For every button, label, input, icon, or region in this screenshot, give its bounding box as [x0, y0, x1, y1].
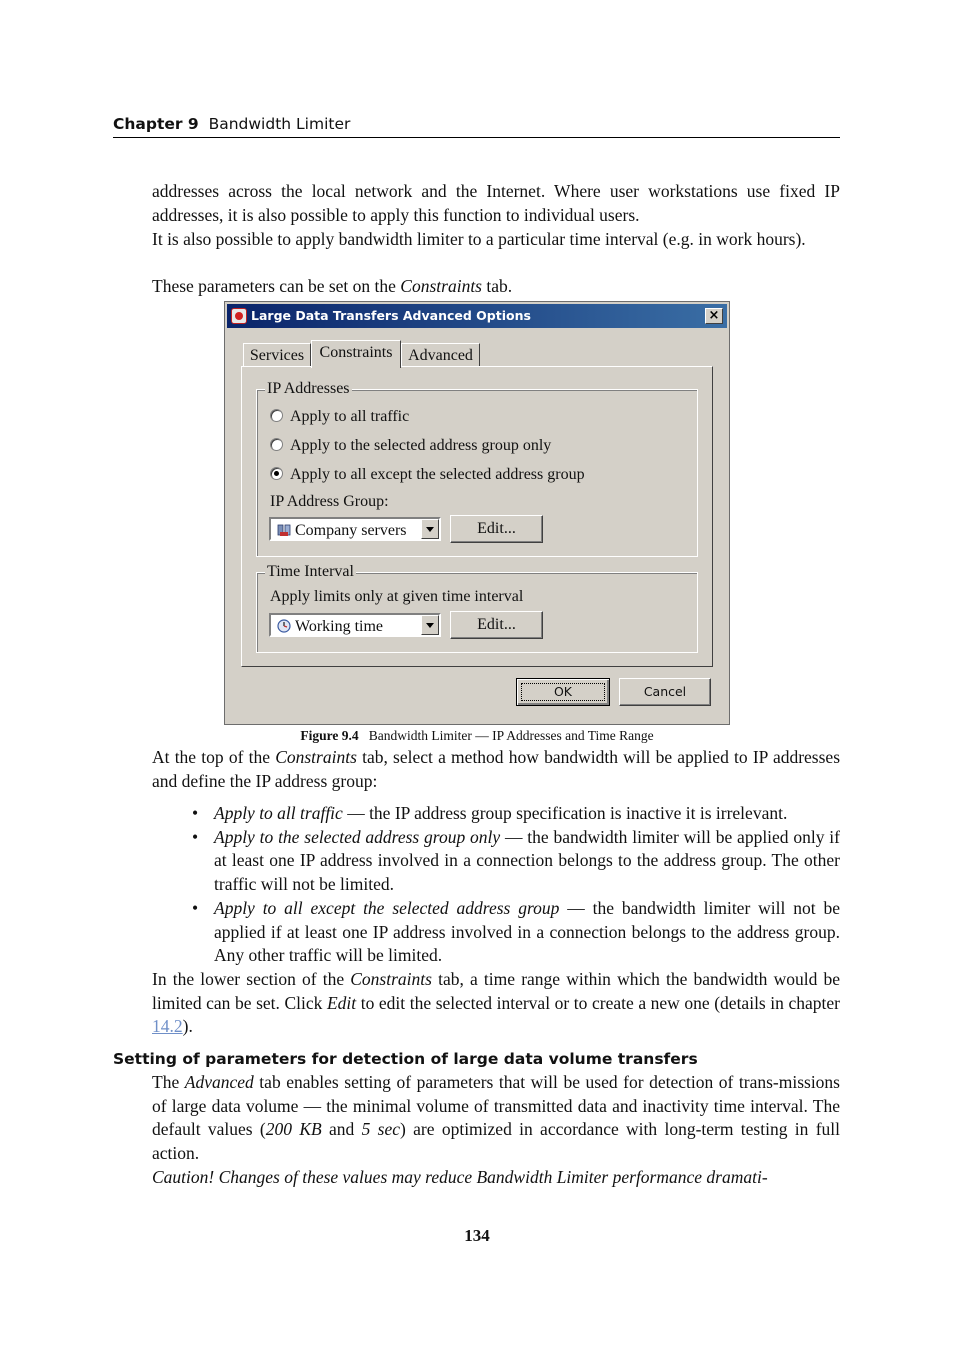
dialog-title: Large Data Transfers Advanced Options: [251, 308, 531, 323]
list-item: • Apply to the selected address group only — the bandwidth limiter will be applied only if at least one IP address involved in a connection belongs to the address group. The other traffic will not be limited.: [192, 826, 840, 895]
time-interval-select[interactable]: [269, 613, 441, 637]
radio-all-except-group-control[interactable]: [270, 467, 283, 480]
section-paragraph-1: The Advanced tab enables setting of parameters that will be used for detection of trans-missions of large data volume — the minimal volume of transmitted data and inactivity time interval. The default values (200 KB and 5 sec) are optimized in accordance with long-term testing in full action.: [152, 1072, 840, 1164]
ip-addresses-group: [256, 380, 698, 557]
section-heading: Setting of parameters for detection of large data volume transfers: [113, 1050, 698, 1068]
caution-paragraph: Caution! Changes of these values may reduce Bandwidth Limiter performance dramati-: [152, 1167, 768, 1187]
radio-selected-group[interactable]: [270, 437, 670, 453]
ip-address-group-label: IP Address Group:: [270, 493, 389, 510]
ok-button-label: OK: [553, 684, 573, 699]
time-interval-group: [256, 563, 698, 653]
app-icon: [231, 308, 247, 324]
time-interval-description: Apply limits only at given time interval: [270, 588, 524, 605]
figure-label: Figure 9.4: [300, 728, 359, 743]
edit-time-interval-button[interactable]: Edit...: [450, 611, 543, 639]
radio-all-except-group-label: Apply to all except the selected address group: [290, 466, 585, 483]
body-paragraph-2: In the lower section of the Constraints tab, a time range within which the bandwidth would be limited can be set. Click Edit to edit the selected interval or to create a new one (details in chapter 14.2).: [152, 969, 840, 1037]
time-interval-value: Working time: [295, 618, 384, 635]
intro-paragraph-1: addresses across the local network and the Internet. Where user workstations use fixed IP addresses, it is also possible to apply this function to individual users.: [152, 181, 840, 225]
radio-all-traffic-label: Apply to all traffic: [290, 408, 410, 425]
chapter-label: Chapter 9: [113, 115, 199, 133]
server-group-icon: [277, 523, 291, 537]
radio-selected-group-label: Apply to the selected address group only: [290, 437, 552, 454]
intro-paragraph-3: These parameters can be set on the Constraints tab.: [152, 276, 513, 296]
ip-address-group-value: Company servers: [295, 522, 407, 539]
radio-selected-group-control[interactable]: [270, 438, 283, 451]
edit-ip-group-button[interactable]: Edit...: [450, 515, 543, 543]
running-header: [113, 115, 840, 138]
chevron-down-icon[interactable]: [421, 519, 439, 539]
tab-constraints[interactable]: Constraints: [311, 340, 401, 368]
clock-icon: [277, 619, 291, 633]
chapter-title: Bandwidth Limiter: [208, 115, 351, 133]
list-item: • Apply to all traffic — the IP address group specification is inactive it is irrelevant.: [192, 803, 788, 823]
ok-button[interactable]: [516, 678, 610, 706]
close-button[interactable]: ×: [705, 308, 723, 324]
time-interval-legend: Time Interval: [267, 563, 354, 580]
cancel-button[interactable]: Cancel: [619, 678, 711, 706]
body-paragraph-1: At the top of the Constraints tab, select a method how bandwidth will be applied to IP addresses and define the IP address group:: [152, 747, 841, 791]
tab-advanced[interactable]: Advanced: [401, 343, 480, 367]
figure-caption-text: Bandwidth Limiter — IP Addresses and Time Range: [368, 728, 654, 743]
radio-all-traffic-control[interactable]: [270, 409, 283, 422]
radio-all-except-group[interactable]: [270, 466, 670, 482]
chapter-link[interactable]: 14.2: [152, 1016, 183, 1037]
figure-caption: [0, 728, 954, 744]
list-item: • Apply to all except the selected address group — the bandwidth limiter will not be applied if at least one IP address involved in a connection belongs to the address group. Any other traffic will be limited.: [192, 897, 840, 966]
intro-paragraph-2: It is also possible to apply bandwidth limiter to a particular time interval (e.g. in work hours).: [152, 229, 806, 249]
ip-address-group-select[interactable]: [269, 517, 441, 541]
chevron-down-icon[interactable]: [421, 615, 439, 635]
tab-services[interactable]: Services: [243, 343, 311, 367]
page-number: 134: [464, 1226, 490, 1245]
ip-addresses-legend: IP Addresses: [267, 380, 350, 397]
options-list: [192, 802, 840, 968]
constraints-tab-panel: [241, 366, 713, 667]
focus-ring: [521, 683, 605, 701]
radio-all-traffic[interactable]: [270, 408, 670, 424]
dialog-titlebar: [227, 304, 727, 328]
